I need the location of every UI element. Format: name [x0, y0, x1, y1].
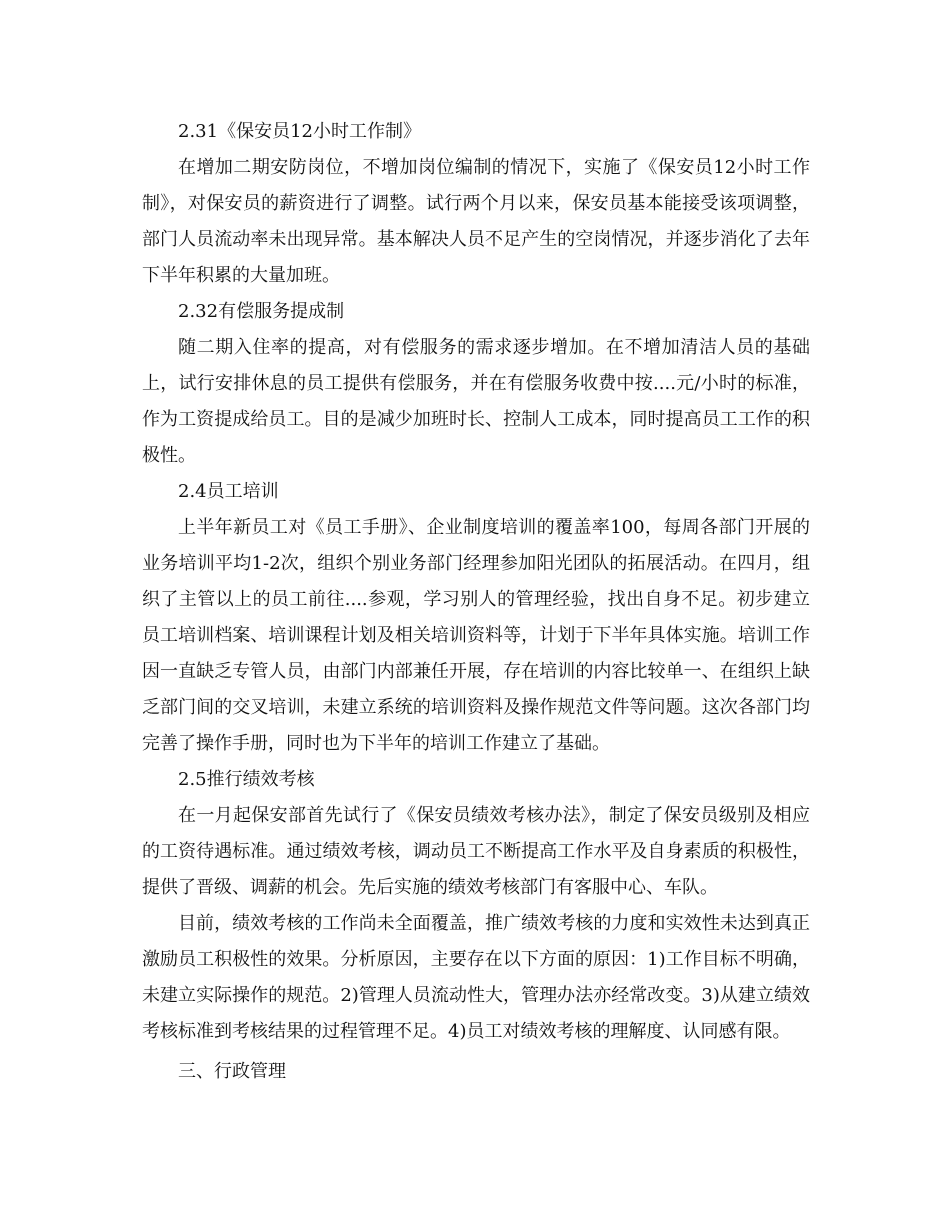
paragraph-performance-appraisal: 在一月起保安部首先试行了《保安员绩效考核办法》，制定了保安员级别及相应的工资待遇标准。通过绩效考核，调动员工不断提高工作水平及自身素质的积极性，提供了晋级、调薪的机会。先后实施的绩效考核部门有客服中心、车队。 — [142, 805, 810, 898]
heading-paid-service-commission: 2.32有偿服务提成制 — [178, 301, 345, 322]
paragraph-security-12h-system: 在增加二期安防岗位，不增加岗位编制的情况下，实施了《保安员12小时工作制》，对保安员的薪资进行了调整。试行两个月以来，保安员基本能接受该项调整，部门人员流动率未出现异常。基本解决人员不足产生的空岗情况，并逐步消化了去年下半年积累的大量加班。 — [142, 157, 810, 286]
heading-performance-appraisal: 2.5推行绩效考核 — [178, 769, 315, 790]
heading-staff-training: 2.4员工培训 — [178, 481, 279, 502]
paragraph-appraisal-issues: 目前，绩效考核的工作尚未全面覆盖，推广绩效考核的力度和实效性未达到真正激励员工积极性的效果。分析原因，主要存在以下方面的原因：1)工作目标不明确，未建立实际操作的规范。2)管理人员流动性大，管理办法亦经常改变。3)从建立绩效考核标准到考核结果的过程管理不足。4)员工对绩效考核的理解度、认同感有限。 — [142, 913, 810, 1042]
paragraph-paid-service-commission: 随二期入住率的提高，对有偿服务的需求逐步增加。在不增加清洁人员的基础上，试行安排休息的员工提供有偿服务，并在有偿服务收费中按....元/小时的标准，作为工资提成给员工。目的是减少加班时长、控制人工成本，同时提高员工工作的积极性。 — [142, 337, 810, 466]
heading-security-12h-system: 2.31《保安员12小时工作制》 — [178, 121, 421, 142]
document-page — [142, 114, 810, 1090]
section-title-administration: 三、行政管理 — [178, 1061, 286, 1082]
paragraph-staff-training: 上半年新员工对《员工手册》、企业制度培训的覆盖率100，每周各部门开展的业务培训平均1-2次，组织个别业务部门经理参加阳光团队的拓展活动。在四月，组织了主管以上的员工前往....参观，学习别人的管理经验，找出自身不足。初步建立员工培训档案、培训课程计划及相关培训资料等，计划于下半年具体实施。培训工作因一直缺乏专管人员，由部门内部兼任开展，存在培训的内容比较单一、在组织上缺乏部门间的交叉培训，未建立系统的培训资料及操作规范文件等问题。这次各部门均完善了操作手册，同时也为下半年的培训工作建立了基础。 — [142, 517, 810, 754]
